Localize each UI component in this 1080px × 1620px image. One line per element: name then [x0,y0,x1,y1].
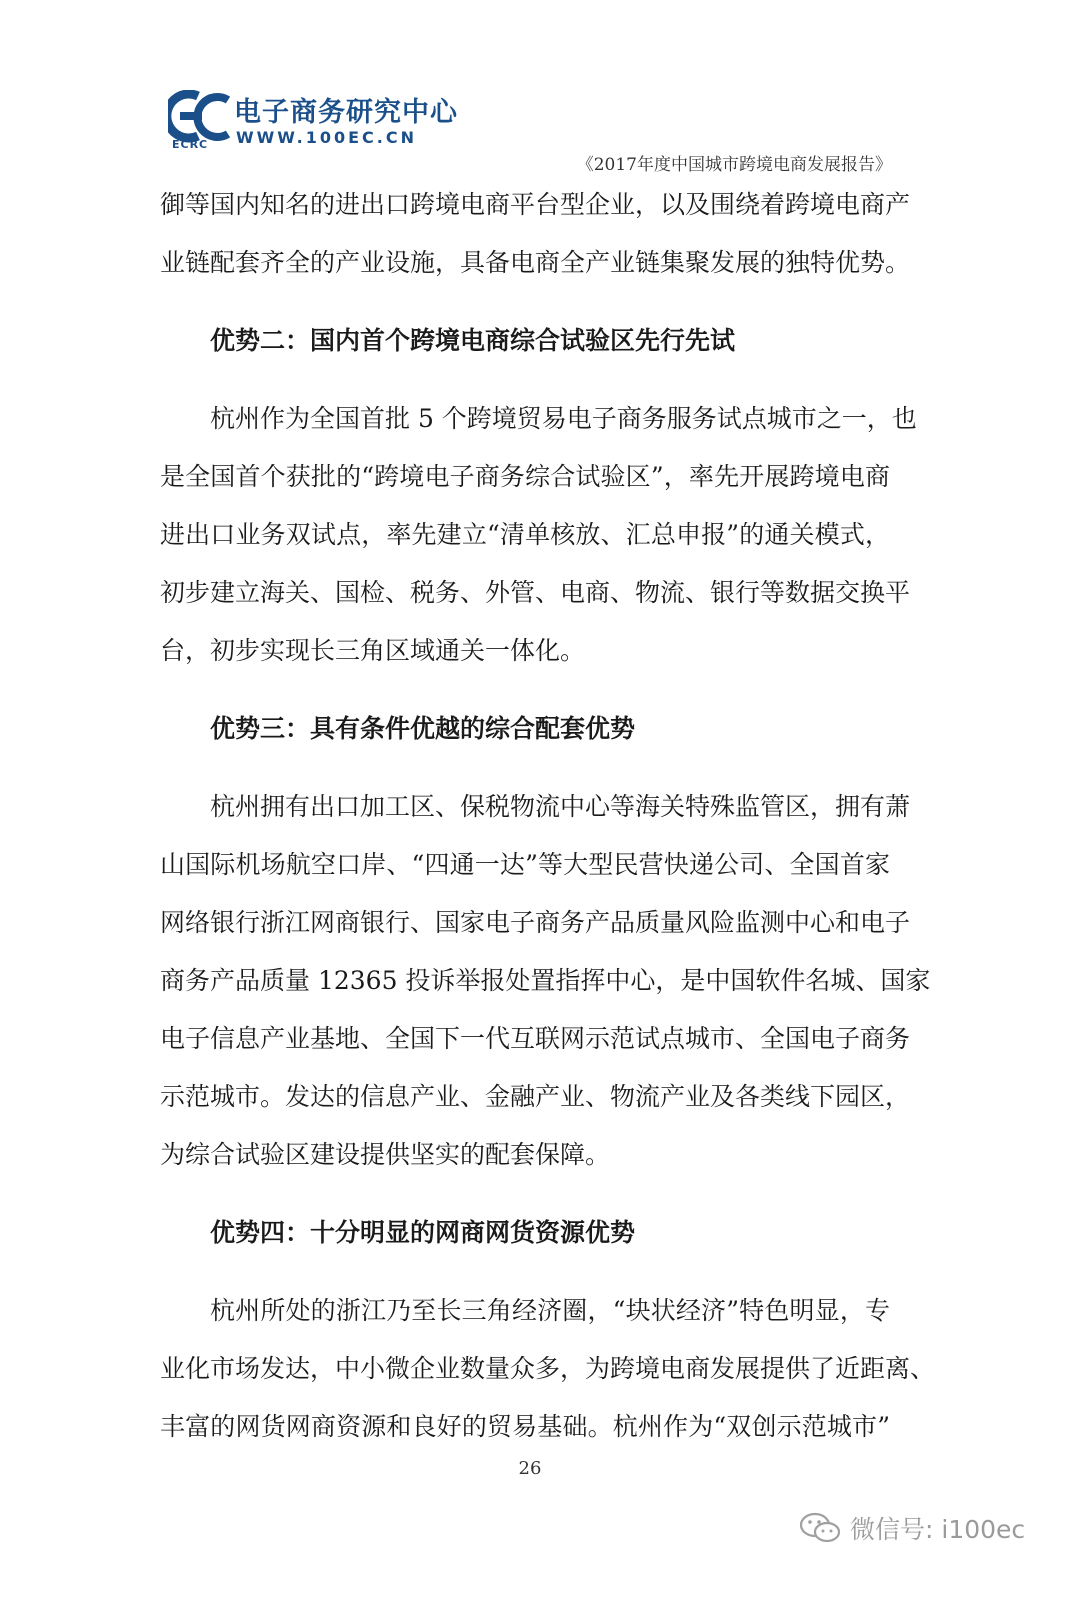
logo-chinese-name: 电子商务研究中心 [234,97,458,128]
paragraph-line: 业化市场发达，中小微企业数量众多，为跨境电商发展提供了近距离、 [160,1354,936,1383]
section-heading: 优势三：具有条件优越的综合配套优势 [210,714,636,743]
paragraph-line: 网络银行浙江网商银行、国家电子商务产品质量风险监测中心和电子 [160,908,911,937]
paragraph-line: 商务产品质量 12365 投诉举报处置指挥中心，是中国软件名城、国家 [160,966,931,995]
paragraph-line: 为综合试验区建设提供坚实的配套保障。 [160,1140,611,1169]
page-number: 26 [518,1458,542,1479]
paragraph-line: 御等国内知名的进出口跨境电商平台型企业，以及围绕着跨境电商产 [160,190,911,219]
watermark-text: 微信号: i100ec [850,1515,1026,1544]
paragraph-line: 业链配套齐全的产业设施，具备电商全产业链集聚发展的独特优势。 [160,248,911,277]
section-heading: 优势四：十分明显的网商网货资源优势 [210,1218,636,1247]
paragraph-line: 杭州拥有出口加工区、保税物流中心等海关特殊监管区，拥有萧 [210,792,911,821]
document-body [160,176,936,1456]
report-title: 《2017年度中国城市跨境电商发展报告》 [576,155,892,175]
paragraph-line: 杭州作为全国首批 5 个跨境贸易电子商务服务试点城市之一，也 [210,404,917,433]
logo-url: WWW.100EC.CN [236,128,417,147]
section-heading: 优势二：国内首个跨境电商综合试验区先行先试 [210,326,736,355]
wechat-icon [798,1510,842,1546]
wechat-watermark [798,1508,1025,1548]
paragraph-line: 台，初步实现长三角区域通关一体化。 [160,636,586,665]
paragraph-line: 丰富的网货网商资源和良好的贸易基础。杭州作为“双创示范城市” [160,1412,890,1441]
ecrc-logo [168,88,458,154]
paragraph-line: 电子信息产业基地、全国下一代互联网示范试点城市、全国电子商务 [160,1024,911,1053]
paragraph-line: 山国际机场航空口岸、“四通一达”等大型民营快递公司、全国首家 [160,850,890,879]
logo-abbreviation: ECRC [172,138,209,151]
paragraph-line: 进出口业务双试点，率先建立“清单核放、汇总申报”的通关模式， [160,520,890,549]
paragraph-line: 示范城市。发达的信息产业、金融产业、物流产业及各类线下园区， [160,1082,911,1111]
paragraph-line: 杭州所处的浙江乃至长三角经济圈，“块状经济”特色明显，专 [210,1296,890,1325]
paragraph-line: 初步建立海关、国检、税务、外管、电商、物流、银行等数据交换平 [160,578,911,607]
paragraph-line: 是全国首个获批的“跨境电子商务综合试验区”，率先开展跨境电商 [160,462,890,491]
